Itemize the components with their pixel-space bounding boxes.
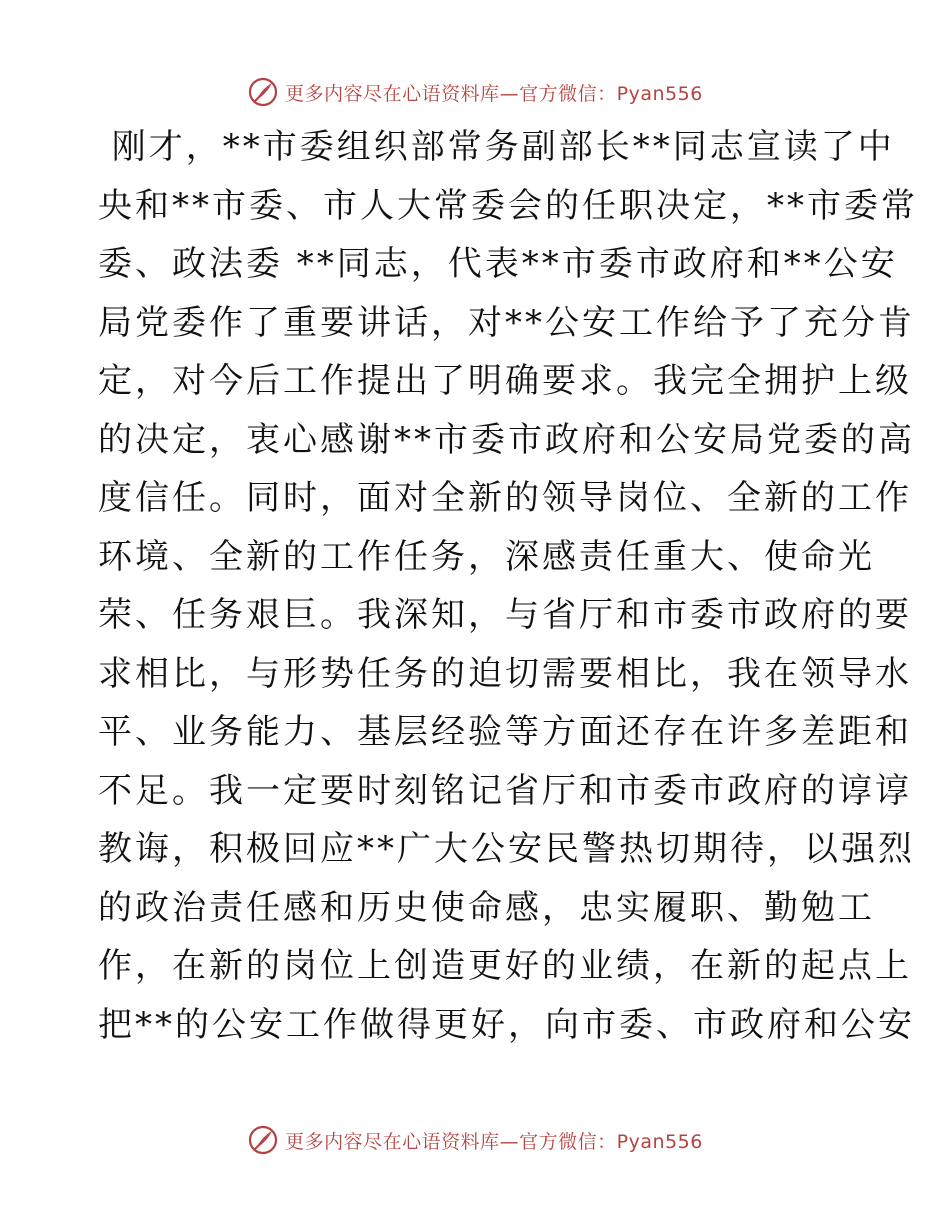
text-line: 不足。我一定要时刻铭记省厅和市委市政府的谆谆: [98, 770, 912, 811]
text-line: 平、业务能力、基层经验等方面还存在许多差距和: [98, 712, 912, 752]
document-body: [98, 118, 918, 1054]
text-line: 的政治责任感和历史使命感，忠实履职、勤勉工: [98, 887, 875, 928]
text-line: 的决定，衷心感谢**市委市政府和公安局党委的高: [98, 419, 915, 460]
header-watermark: [0, 72, 950, 112]
text-line: 局党委作了重要讲话，对**公安工作给予了充分肯: [98, 302, 915, 343]
text-line: 作，在新的岗位上创造更好的业绩，在新的起点上: [98, 946, 912, 986]
text-line: 教诲，积极回应**广大公安民警热切期待，以强烈: [98, 829, 915, 869]
feather-pen-logo-icon: [247, 1124, 279, 1156]
text-line: 荣、任务艰巨。我深知，与省厅和市委市政府的要: [98, 595, 912, 635]
text-line: 刚才，**市委组织部常务副部长**同志宣读了中: [98, 127, 895, 167]
text-line: 把**的公安工作做得更好，向市委、市政府和公安: [98, 1004, 915, 1045]
text-line: 度信任。同时，面对全新的领导岗位、全新的工作: [98, 478, 912, 518]
text-line: 求相比，与形势任务的迫切需要相比，我在领导水: [98, 653, 912, 694]
text-line: 定，对今后工作提出了明确要求。我完全拥护上级: [98, 361, 912, 401]
text-line: 委、政法委 **同志，代表**市委市政府和**公安: [98, 244, 898, 284]
feather-pen-logo-icon: [247, 76, 279, 108]
text-line: 环境、全新的工作任务，深感责任重大、使命光: [98, 536, 875, 577]
watermark-text: 更多内容尽在心语资料库—官方微信：Pyan556: [285, 1130, 703, 1153]
watermark-text: 更多内容尽在心语资料库—官方微信：Pyan556: [285, 82, 703, 105]
footer-watermark: [0, 1120, 950, 1160]
text-line: 央和**市委、市人大常委会的任职决定，**市委常: [98, 185, 918, 226]
